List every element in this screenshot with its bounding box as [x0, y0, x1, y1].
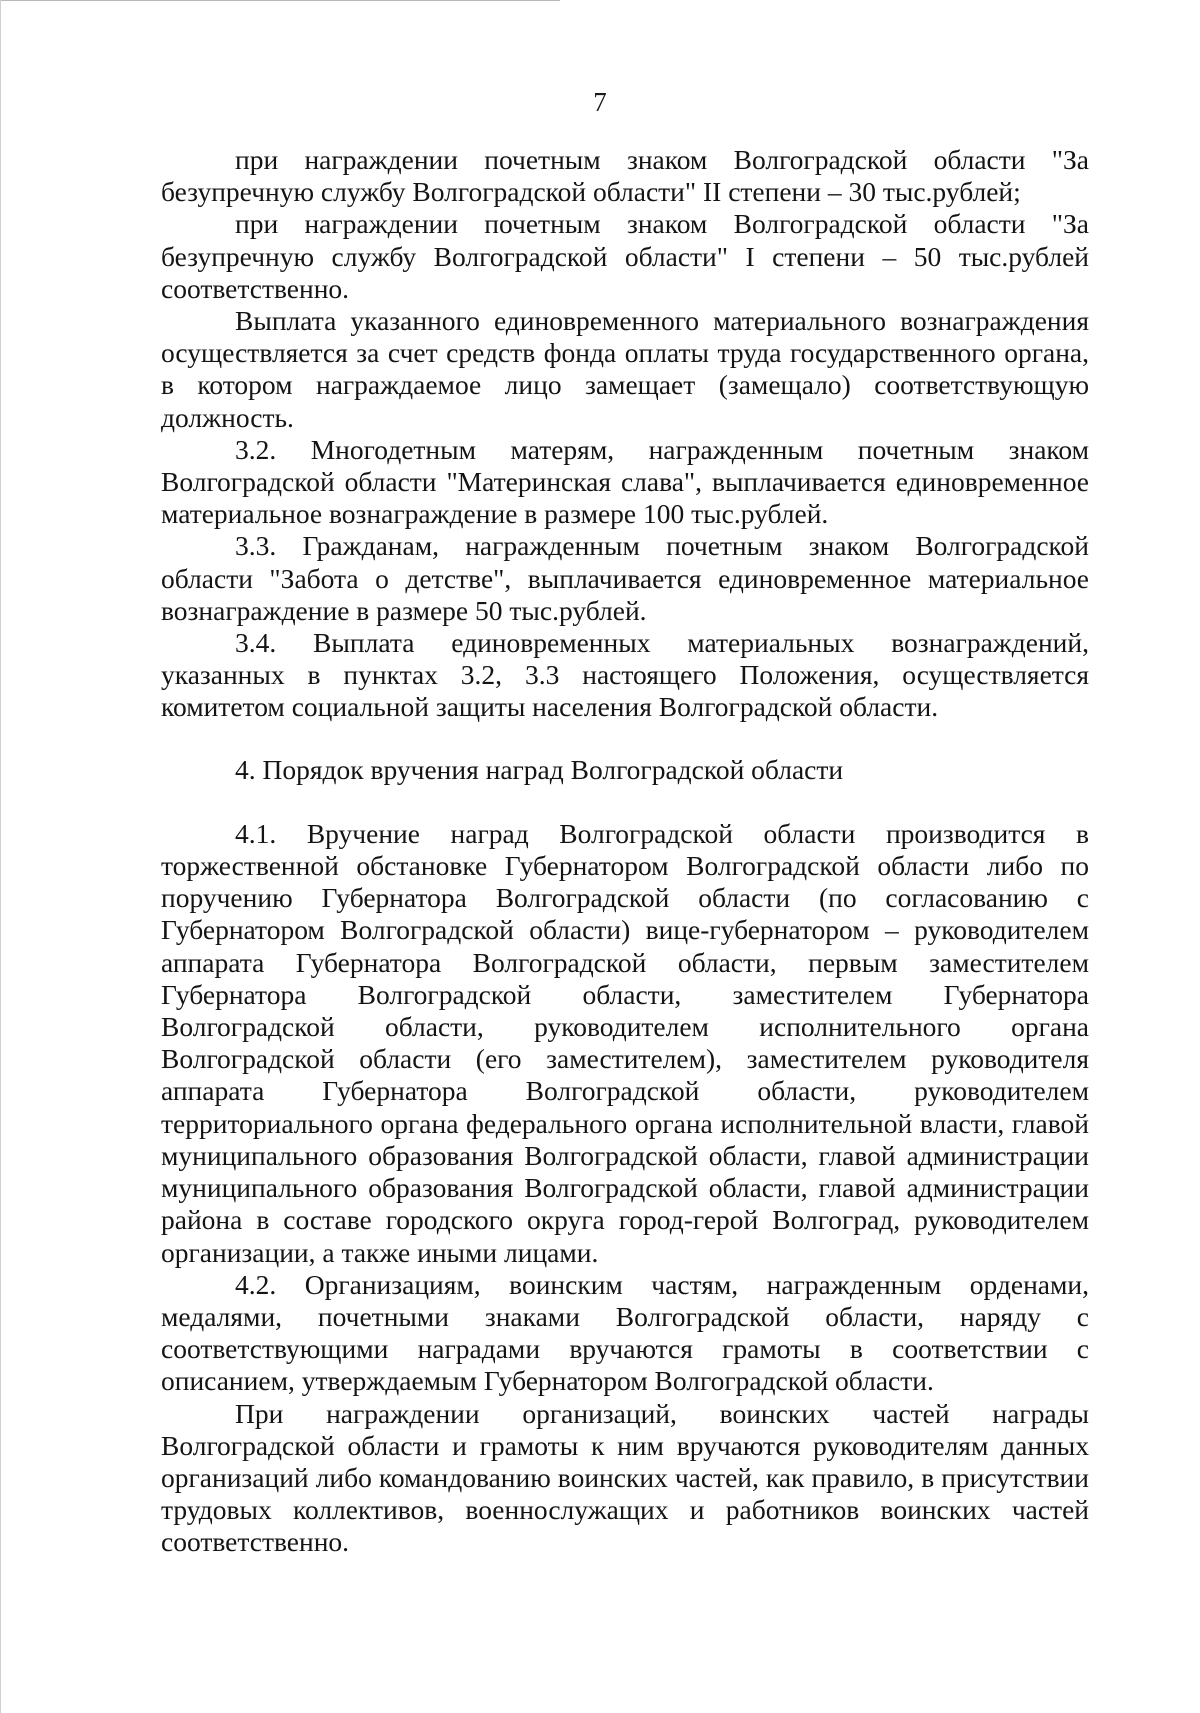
paragraph: 3.3. Гражданам, награжденным почетным знаком Волгоградской области "Забота о детстве", выплачивается единовременное материальное вознаграждение в размере 50 тыс.рублей. — [161, 530, 1089, 626]
paragraph: 4.1. Вручение наград Волгоградской области производится в торжественной обстановке Губернатором Волгоградской области либо по поручению Губернатора Волгоградской области (по согласованию с Губернатором Волгоградской области) вице-губернатором – руководителем аппарата Губернатора Волгоградской области, первым заместителем Губернатора Волгоградской области, заместителем Губернатора Волгоградской области, руководителем исполнительного органа Волгоградской области (его заместителем), заместителем руководителя аппарата Губернатора Волгоградской области, руководителем территориального органа федерального органа исполнительной власти, главой муниципального образования Волгоградской области, главой администрации муниципального образования Волгоградской области, главой администрации района в составе городского округа город-герой Волгоград, руководителем организации, а также иными лицами. — [161, 817, 1089, 1268]
paragraph: 3.2. Многодетным матерям, награжденным почетным знаком Волгоградской области "Материнская слава", выплачивается единовременное материальное вознаграждение в размере 100 тыс.рублей. — [161, 433, 1089, 530]
section-title: 4. Порядок вручения наград Волгоградской области — [235, 753, 844, 785]
paragraph: 3.4. Выплата единовременных материальных вознаграждений, указанных в пунктах 3.2, 3.3 настоящего Положения, осуществляется комитетом социальной защиты населения Волгоградской области. — [161, 627, 1089, 723]
paragraph: при награждении почетным знаком Волгоградской области "За безупречную службу Волгоградской области" I степени – 50 тыс.рублей соответственно. — [161, 208, 1089, 304]
document-body — [161, 144, 1089, 1559]
scan-edge-left — [0, 0, 1, 1713]
spacer — [161, 786, 1089, 818]
scan-edge-top — [0, 0, 560, 1]
paragraph: При награждении организаций, воинских частей награды Волгоградской области и грамоты к ним вручаются руководителям данных организаций либо командованию воинских частей, как правило, в присутствии трудовых коллективов, военнослужащих и работников воинских частей соответственно. — [161, 1397, 1089, 1558]
paragraph: при награждении почетным знаком Волгоградской области "За безупречную службу Волгоградской области" II степени – 30 тыс.рублей; — [161, 144, 1089, 208]
paragraph: 4.2. Организациям, воинским частям, награжденным орденами, медалями, почетными знаками Волгоградской области, наряду с соответствующими наградами вручаются грамоты в соответствии с описанием, утверждаемым Губернатором Волгоградской области. — [161, 1268, 1089, 1397]
page-number: 7 — [593, 87, 607, 117]
paragraph: Выплата указанного единовременного материального вознаграждения осуществляется за счет средств фонда оплаты труда государственного органа, в котором награждаемое лицо замещает (замещало) соответствующую должность. — [161, 305, 1089, 433]
spacer — [161, 724, 1089, 754]
